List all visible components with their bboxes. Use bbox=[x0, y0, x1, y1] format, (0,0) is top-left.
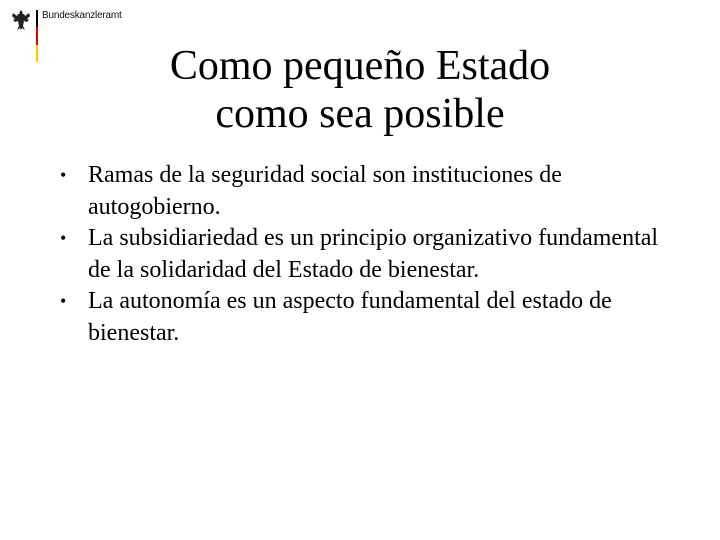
federal-eagle-icon bbox=[10, 8, 32, 32]
bullet-text: La subsidiariedad es un principio organizativo fundamental de la solidaridad del Estado de bienestar. bbox=[88, 225, 659, 283]
bullet-icon: • bbox=[60, 165, 67, 185]
bullet-icon: • bbox=[60, 228, 67, 248]
title-line-2: como sea posible bbox=[215, 91, 505, 137]
logo bbox=[10, 8, 32, 32]
slide-title bbox=[0, 42, 720, 138]
bullet-item bbox=[60, 160, 660, 223]
bullet-item bbox=[60, 286, 660, 349]
title-line-1: Como pequeño Estado bbox=[169, 43, 551, 89]
org-name: Bundeskanzleramt bbox=[42, 10, 122, 21]
bullet-list bbox=[60, 160, 660, 349]
bullet-text: La autonomía es un aspecto fundamental del estado de bienestar. bbox=[88, 288, 612, 346]
bullet-icon: • bbox=[60, 291, 67, 311]
bullet-item bbox=[60, 223, 660, 286]
bullet-text: Ramas de la seguridad social son instituciones de autogobierno. bbox=[88, 162, 562, 220]
flag-stripe-black bbox=[36, 10, 38, 27]
